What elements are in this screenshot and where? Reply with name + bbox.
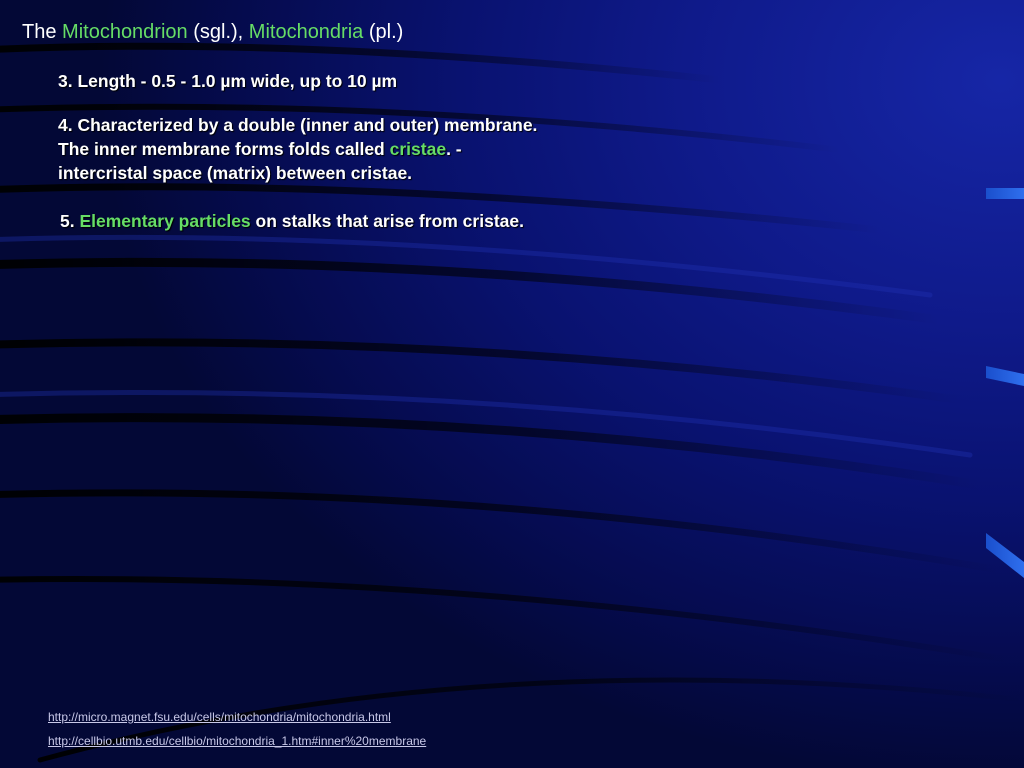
title-term-plural: Mitochondria bbox=[248, 21, 364, 43]
point-5-suffix: on stalks that arise from cristae. bbox=[250, 211, 524, 231]
point-4 bbox=[58, 113, 537, 185]
right-edge-tabs bbox=[986, 188, 1024, 578]
title-middle: (sgl.), bbox=[187, 21, 249, 43]
title-prefix: The bbox=[22, 21, 63, 43]
reference-link-micro-magnet[interactable]: http://micro.magnet.fsu.edu/cells/mitochondria/mitochondria.html bbox=[48, 710, 391, 724]
point-4-line-2-suffix: . - bbox=[446, 139, 462, 159]
point-5 bbox=[60, 209, 524, 233]
point-4-line-2-prefix: The inner membrane forms folds called bbox=[58, 139, 390, 159]
point-4-line-3: intercristal space (matrix) between cristae. bbox=[58, 163, 413, 183]
title-suffix: (pl.) bbox=[363, 21, 404, 43]
reference-link-cellbio-utmb[interactable]: http://cellbio.utmb.edu/cellbio/mitochondria_1.htm#inner%20membrane bbox=[48, 734, 427, 748]
point-5-prefix: 5. bbox=[60, 211, 80, 231]
point-4-line-1: 4. Characterized by a double (inner and outer) membrane. bbox=[58, 115, 538, 135]
point-3 bbox=[58, 69, 397, 93]
term-cristae: cristae bbox=[389, 139, 447, 159]
point-4-line-2 bbox=[58, 137, 537, 161]
slide-title bbox=[22, 19, 403, 45]
term-elementary-particles: Elementary particles bbox=[79, 211, 251, 231]
point-3-text: 3. Length - 0.5 - 1.0 µm wide, up to 10 µm bbox=[58, 71, 398, 91]
title-term-singular: Mitochondrion bbox=[62, 21, 188, 43]
